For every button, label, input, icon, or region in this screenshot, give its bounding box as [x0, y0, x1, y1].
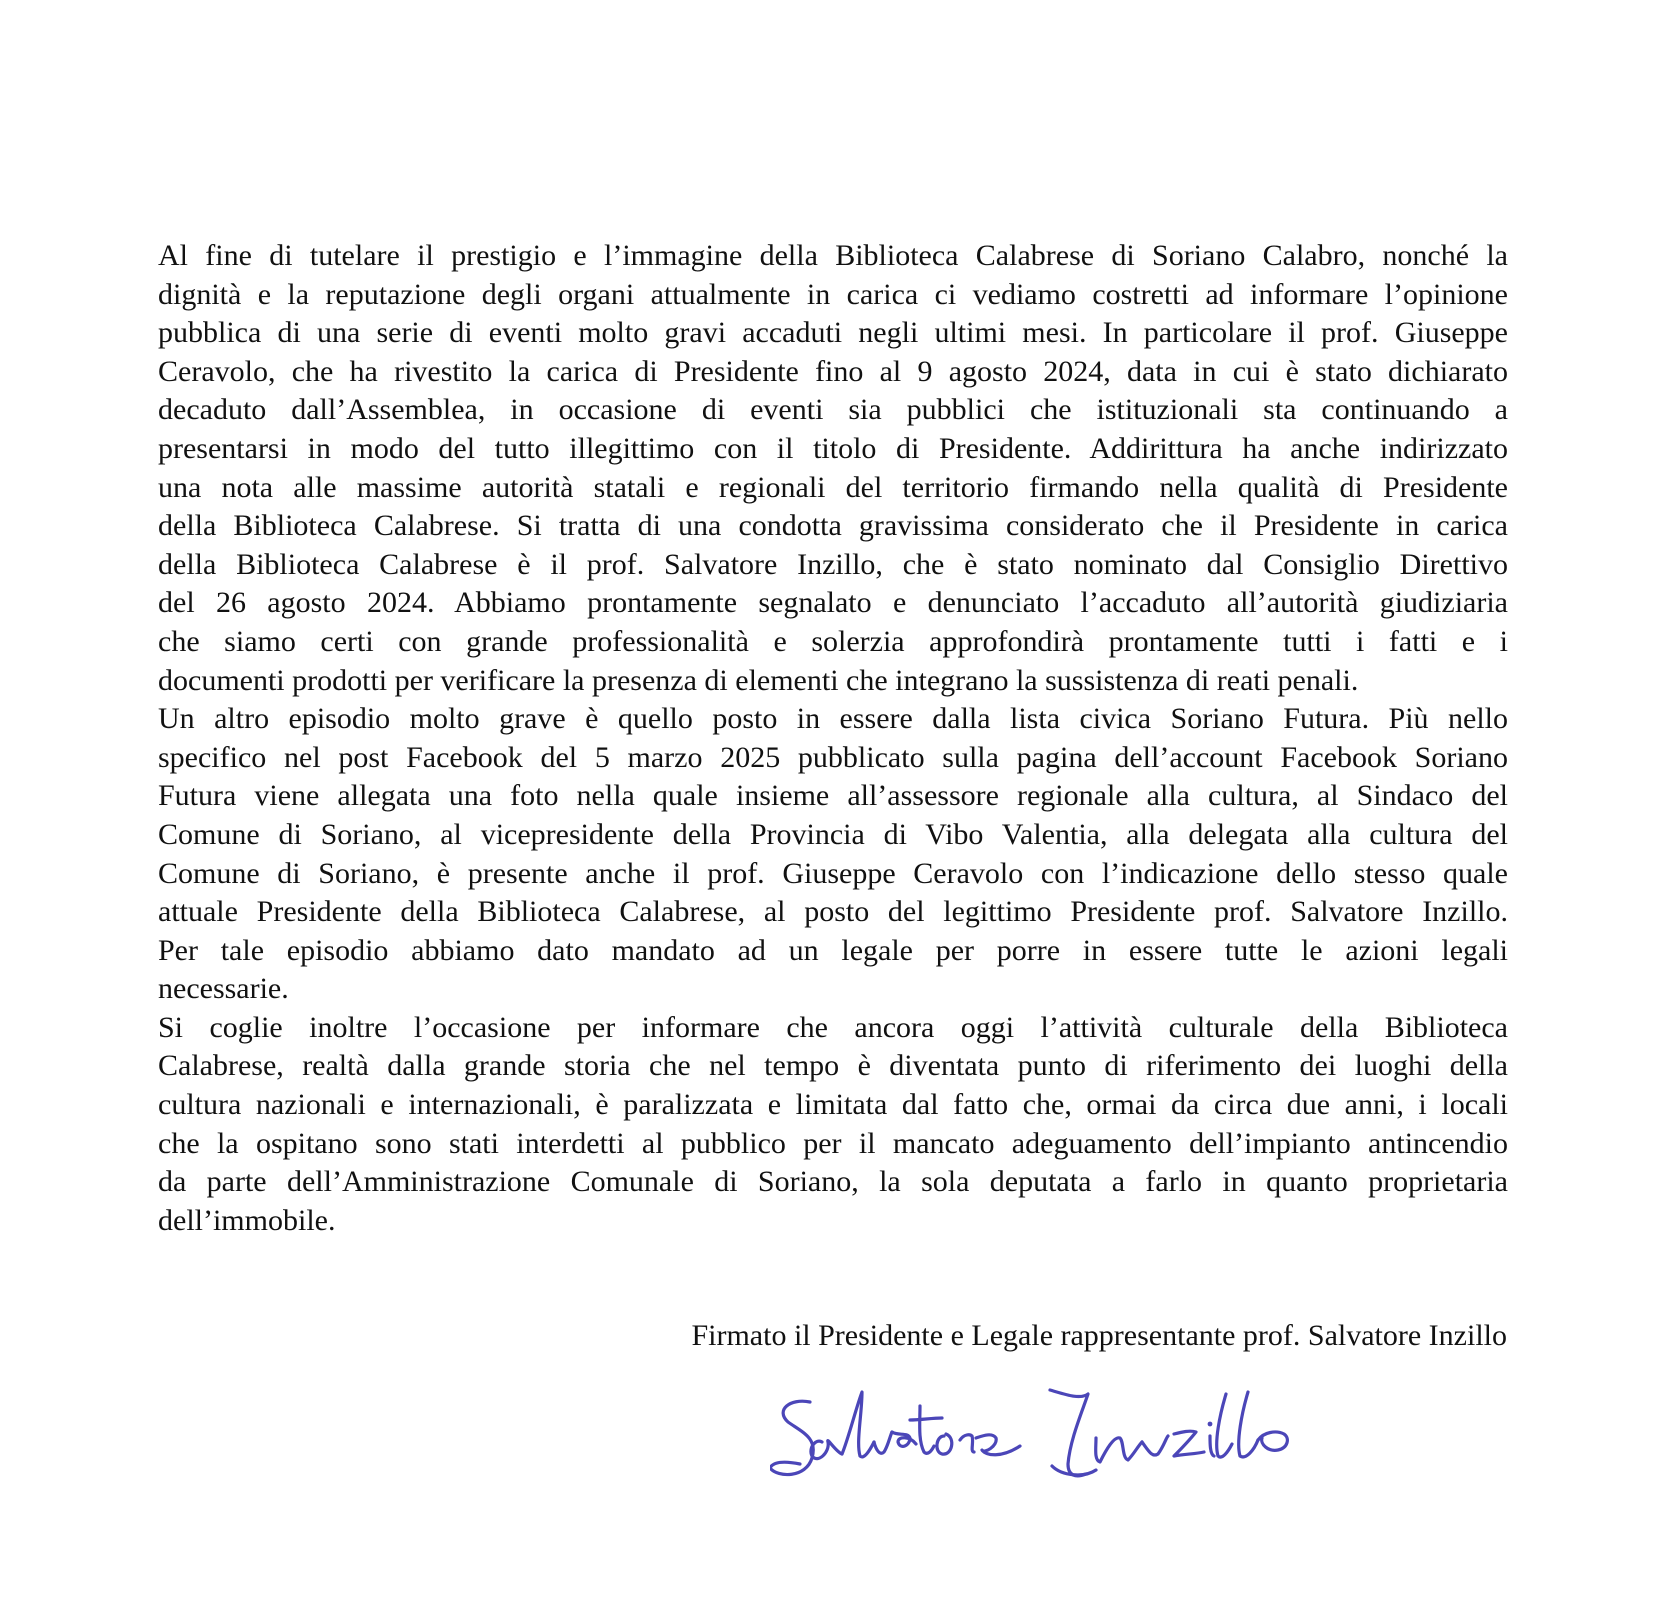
signature-stroke [1142, 1436, 1168, 1455]
paragraph-2 [158, 700, 1508, 1009]
text-line: documenti prodotti per verificare la presenza di elementi che integrano la sussistenza di reati penali. [158, 663, 1359, 697]
text-line: Un altro episodio molto grave è quello posto in essere dalla lista civica Soriano Futura. Più nello [158, 702, 1508, 736]
text-line: della Biblioteca Calabrese. Si tratta di una condotta gravissima considerato che il Presidente in carica [158, 509, 1508, 543]
text-line: della Biblioteca Calabrese è il prof. Salvatore Inzillo, che è stato nominato dal Consiglio Direttivo [158, 547, 1508, 581]
text-line: Ceravolo, che ha rivestito la carica di Presidente fino al 9 agosto 2024, data in cui è stato dichiarato [158, 354, 1508, 388]
text-line: che la ospitano sono stati interdetti al pubblico per il mancato adeguamento dell’impianto antincendio [158, 1126, 1508, 1160]
text-line: che siamo certi con grande professionalità e solerzia approfondirà prontamente tutti i fatti e i [158, 624, 1508, 658]
signature-stroke [770, 1401, 813, 1474]
text-line: necessarie. [158, 972, 289, 1006]
text-line: Si coglie inoltre l’occasione per informare che ancora oggi l’attività culturale della Biblioteca [158, 1010, 1508, 1044]
signature-stroke [1217, 1394, 1232, 1457]
handwritten-signature [770, 1380, 1370, 1500]
text-line: Comune di Soriano, al vicepresidente della Provincia di Vibo Valentia, alla delegata alla cultura del [158, 817, 1508, 851]
signature-stroke [976, 1435, 1020, 1455]
text-line: cultura nazionali e internazionali, è paralizzata e limitata dal fatto che, ormai da circa due anni, i locali [158, 1088, 1508, 1122]
text-line: specifico nel post Facebook del 5 marzo 2025 pubblicato sulla pagina dell’account Facebook Soriano [158, 740, 1508, 774]
signature-stroke [874, 1432, 892, 1453]
text-line: Calabrese, realtà dalla grande storia che nel tempo è diventata punto di riferimento dei luoghi della [158, 1049, 1508, 1083]
text-line: Comune di Soriano, è presente anche il prof. Giuseppe Ceravolo con l’indicazione dello stesso quale [158, 856, 1508, 890]
text-line: da parte dell’Amministrazione Comunale di Soriano, la sola deputata a farlo in quanto proprietaria [158, 1165, 1508, 1199]
signature-stroke [1052, 1466, 1096, 1475]
paragraph-1 [158, 237, 1508, 700]
text-line: Futura viene allegata una foto nella quale insieme all’assessore regionale alla cultura, al Sindaco del [158, 779, 1508, 813]
signature-stroke [811, 1441, 842, 1459]
text-line: Per tale episodio abbiamo dato mandato ad un legale per porre in essere tutte le azioni legali [158, 933, 1508, 967]
text-line: del 26 agosto 2024. Abbiamo prontamente segnalato e denunciato l’accaduto all’autorità giudiziaria [158, 586, 1508, 620]
signature-stroke [910, 1418, 942, 1420]
signature-stroke [1174, 1431, 1204, 1456]
signature-stroke [842, 1392, 874, 1457]
signature-stroke [1239, 1392, 1258, 1457]
signature-stroke [937, 1434, 952, 1454]
text-line: presentarsi in modo del tutto illegittimo con il titolo di Presidente. Addirittura ha anche indirizzato [158, 431, 1508, 465]
text-line: dignità e la reputazione degli organi attualmente in carica ci vediamo costretti ad informare l’opinione [158, 277, 1508, 311]
signature-stroke [960, 1435, 974, 1452]
letter-body [158, 237, 1508, 1240]
signature-stroke [1210, 1436, 1214, 1456]
text-line: una nota alle massime autorità statali e regionali del territorio firmando nella qualità di Presidente [158, 470, 1508, 504]
text-line: decaduto dall’Assemblea, in occasione di eventi sia pubblici che istituzionali sta continuando a [158, 393, 1508, 427]
signature-stroke [920, 1406, 934, 1453]
signature-dot [1208, 1422, 1213, 1427]
text-line: Al fine di tutelare il prestigio e l’immagine della Biblioteca Calabrese di Soriano Calabro, nonché la [158, 239, 1508, 272]
text-line: attuale Presidente della Biblioteca Calabrese, al posto del legittimo Presidente prof. Salvatore Inzillo. [158, 895, 1508, 929]
paragraph-3 [158, 1009, 1508, 1241]
text-line: pubblica di una serie di eventi molto gravi accaduti negli ultimi mesi. In particolare il prof. Giuseppe [158, 316, 1508, 350]
text-line: dell’immobile. [158, 1203, 336, 1237]
signature-stroke [1050, 1390, 1088, 1476]
signature-stroke [1096, 1438, 1142, 1462]
signature-stroke [1258, 1432, 1287, 1450]
signature-stroke [892, 1432, 916, 1446]
signature-caption: Firmato il Presidente e Legale rappresentante prof. Salvatore Inzillo [691, 1319, 1507, 1352]
